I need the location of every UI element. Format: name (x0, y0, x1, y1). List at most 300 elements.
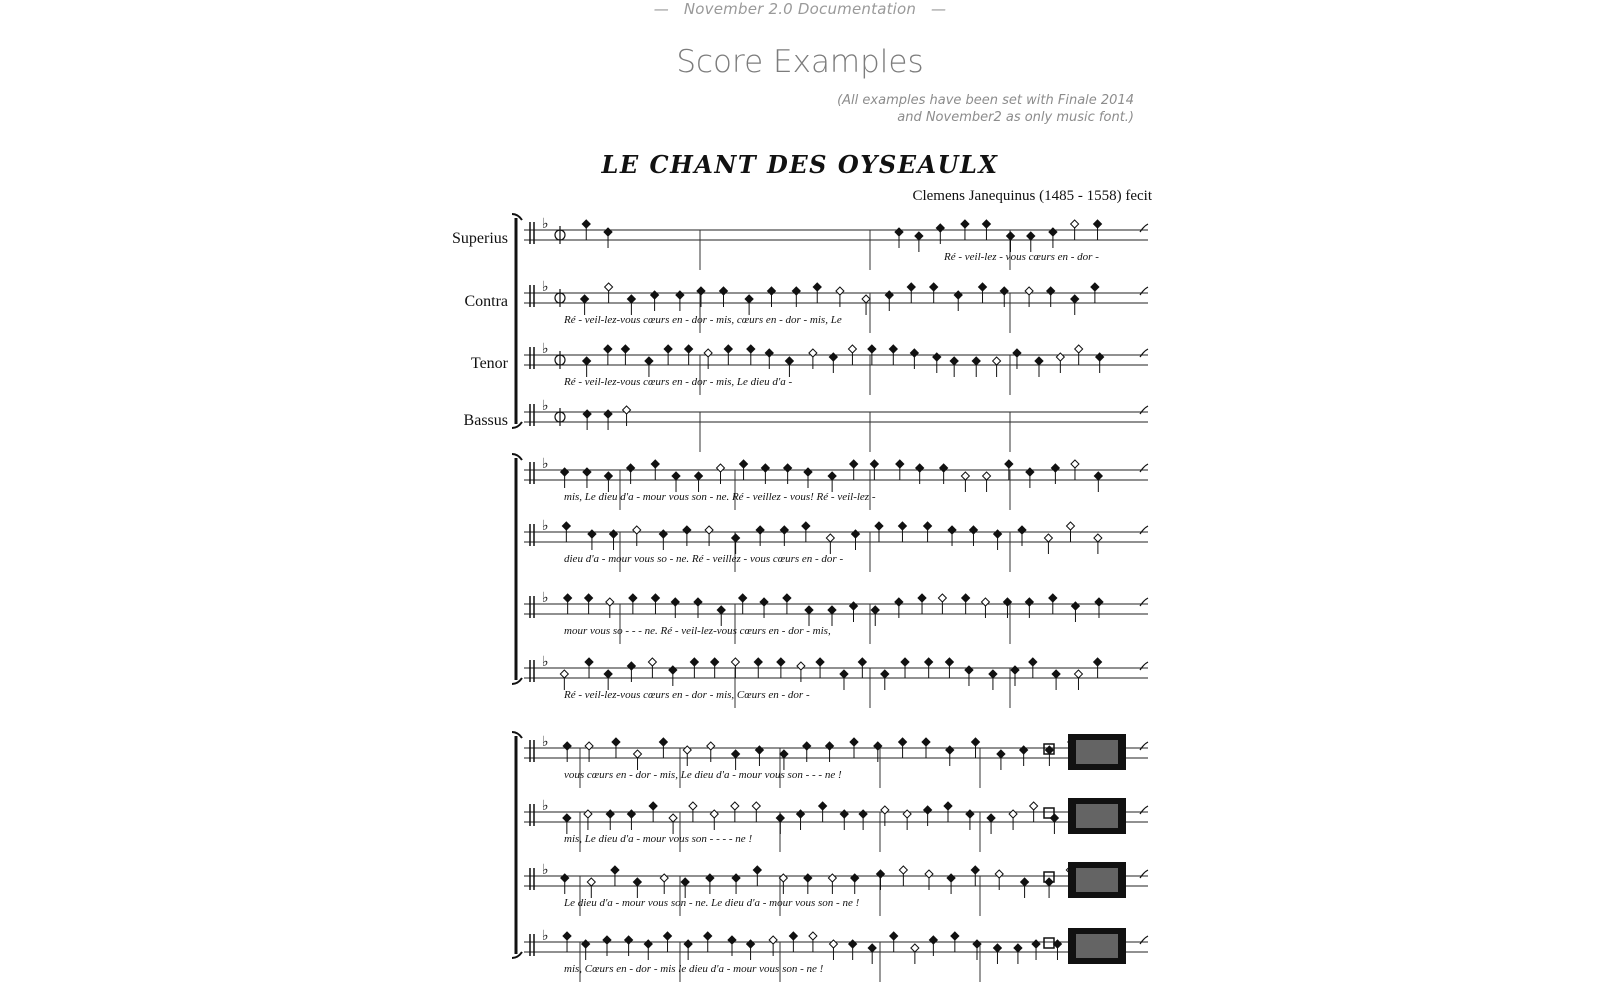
note-head (947, 874, 955, 882)
note-head (690, 658, 698, 666)
voice-label-contra: Contra (464, 293, 508, 310)
note-head (634, 750, 642, 758)
note-head (922, 738, 930, 746)
header-dash-right: — (931, 0, 947, 18)
note-head (583, 410, 591, 418)
note-head (881, 806, 889, 814)
note-head (1071, 460, 1079, 468)
note-head (769, 936, 777, 944)
note-head (819, 802, 827, 810)
lyric-line: Ré - veil-lez-vous cœurs en - dor - mis, Cœurs en - dor - (564, 689, 810, 701)
note-head (862, 295, 870, 303)
note-head (731, 802, 739, 810)
note-head (604, 228, 612, 236)
note-head (627, 295, 635, 303)
note-head (604, 345, 612, 353)
note-head (981, 598, 989, 606)
note-head (707, 742, 715, 750)
note-head (965, 666, 973, 674)
note-head (563, 932, 571, 940)
note-head (881, 670, 889, 678)
note-head (704, 349, 712, 357)
note-head (561, 874, 569, 882)
lyric-line: Le dieu d'a - mour vous son - ne. Le dieu d'a - mour vous son - ne ! (564, 897, 860, 909)
note-head (756, 526, 764, 534)
note-head (752, 802, 760, 810)
note-head (1014, 944, 1022, 952)
note-head (671, 598, 679, 606)
note-head (649, 802, 657, 810)
note-head (944, 802, 952, 810)
note-head (896, 460, 904, 468)
note-head (563, 814, 571, 822)
flat-sign: ♭ (542, 341, 549, 357)
note-head (605, 283, 613, 291)
note-head (1029, 658, 1037, 666)
note-head (850, 602, 858, 610)
note-head (916, 464, 924, 472)
note-head (805, 606, 813, 614)
note-head (681, 878, 689, 886)
note-head (1071, 295, 1079, 303)
note-head (829, 353, 837, 361)
note-head (989, 670, 997, 678)
note-head (868, 345, 876, 353)
note-head (697, 287, 705, 295)
note-head (753, 866, 761, 874)
note-head (950, 357, 958, 365)
note-head (851, 874, 859, 882)
voice-label-bassus: Bassus (463, 412, 508, 429)
note-head (676, 291, 684, 299)
note-head (1025, 598, 1033, 606)
note-head (664, 932, 672, 940)
note-head (797, 810, 805, 818)
note-head (785, 357, 793, 365)
note-head (930, 283, 938, 291)
examples-note-line-2: and November2 as only music font.) (897, 110, 1134, 125)
note-head (765, 349, 773, 357)
note-head (627, 662, 635, 670)
note-head (761, 464, 769, 472)
note-head (979, 283, 987, 291)
custos-mark (1140, 662, 1148, 670)
note-head (889, 345, 897, 353)
note-head (1071, 602, 1079, 610)
note-head (1096, 353, 1104, 361)
note-head (780, 526, 788, 534)
lyric-line: Ré - veil-lez-vous cœurs en - dor - mis, Le dieu d'a - (564, 376, 793, 388)
note-head (924, 522, 932, 530)
note-head (871, 606, 879, 614)
note-head (971, 866, 979, 874)
note-head (925, 658, 933, 666)
note-head (850, 738, 858, 746)
note-head (581, 295, 589, 303)
custos-mark (1140, 526, 1148, 534)
note-head (728, 936, 736, 944)
note-head (716, 464, 724, 472)
note-head (564, 594, 572, 602)
note-head (876, 870, 884, 878)
note-head (890, 932, 898, 940)
lyric-line: dieu d'a - mour vous so - ne. Ré - veillez - vous cœurs en - dor - (564, 553, 844, 565)
note-head (706, 874, 714, 882)
lyric-line: mis, Le dieu d'a - mour vous son - ne. Ré - veillez - vous! Ré - veil-lez - (564, 491, 876, 503)
note-head (588, 530, 596, 538)
ornament-inner (1076, 740, 1118, 764)
note-head (1094, 472, 1102, 480)
note-head (611, 866, 619, 874)
note-head (789, 932, 797, 940)
custos-mark (1140, 464, 1148, 472)
note-head (1047, 287, 1055, 295)
note-head (997, 750, 1005, 758)
note-head (848, 345, 856, 353)
note-head (684, 940, 692, 948)
note-head (767, 287, 775, 295)
note-head (560, 670, 568, 678)
note-head (874, 742, 882, 750)
note-head (972, 738, 980, 746)
lyric-line: mis, Cœurs en - dor - mis le dieu d'a - mour vous son - ne ! (564, 963, 824, 975)
custos-mark (1140, 598, 1148, 606)
note-head (604, 472, 612, 480)
note-head (983, 472, 991, 480)
note-head (1030, 802, 1038, 810)
note-head (899, 866, 907, 874)
note-head (1018, 526, 1026, 534)
custos-mark (1140, 406, 1148, 414)
note-head (1074, 670, 1082, 678)
page-title: Score Examples (676, 44, 924, 80)
flat-sign: ♭ (542, 398, 549, 414)
note-head (719, 287, 727, 295)
note-head (852, 530, 860, 538)
note-head (685, 345, 693, 353)
note-head (951, 932, 959, 940)
note-head (747, 345, 755, 353)
flat-sign: ♭ (542, 654, 549, 670)
note-head (1000, 287, 1008, 295)
note-head (938, 594, 946, 602)
flat-sign: ♭ (542, 216, 549, 232)
note-head (1049, 594, 1057, 602)
note-head (610, 530, 618, 538)
note-head (940, 464, 948, 472)
note-head (731, 658, 739, 666)
note-head (961, 220, 969, 228)
note-head (664, 345, 672, 353)
note-head (910, 349, 918, 357)
note-head (849, 940, 857, 948)
custos-mark (1140, 806, 1148, 814)
note-head (809, 932, 817, 940)
note-head (1051, 464, 1059, 472)
note-head (802, 522, 810, 530)
ornament-inner (1076, 934, 1118, 958)
note-head (695, 472, 703, 480)
note-head (868, 944, 876, 952)
note-head (776, 814, 784, 822)
note-head (627, 810, 635, 818)
note-head (755, 746, 763, 754)
note-head (797, 662, 805, 670)
note-head (625, 936, 633, 944)
note-head (809, 349, 817, 357)
note-head (732, 534, 740, 542)
note-head (858, 658, 866, 666)
note-head (604, 670, 612, 678)
note-head (629, 594, 637, 602)
note-head (683, 746, 691, 754)
note-head (907, 283, 915, 291)
note-head (582, 940, 590, 948)
note-head (603, 936, 611, 944)
note-head (648, 658, 656, 666)
note-head (1027, 232, 1035, 240)
note-head (961, 472, 969, 480)
note-head (783, 594, 791, 602)
note-head (562, 522, 570, 530)
note-head (583, 468, 591, 476)
note-head (1032, 940, 1040, 948)
lyric-line: Ré - veil-lez - vous cœurs en - dor - (944, 251, 1099, 263)
note-head (946, 746, 954, 754)
note-head (585, 742, 593, 750)
note-head (982, 220, 990, 228)
note-head (1056, 353, 1064, 361)
note-head (745, 295, 753, 303)
note-head (740, 460, 748, 468)
note-head (813, 283, 821, 291)
note-head (606, 598, 614, 606)
note-head (829, 940, 837, 948)
note-head (804, 468, 812, 476)
note-head (945, 658, 953, 666)
note-head (840, 810, 848, 818)
note-head (633, 526, 641, 534)
note-head (672, 472, 680, 480)
note-head (563, 742, 571, 750)
note-head (1021, 878, 1029, 886)
note-head (1094, 534, 1102, 542)
note-head (1071, 220, 1079, 228)
note-head (747, 940, 755, 948)
note-head (669, 814, 677, 822)
note-head (995, 870, 1003, 878)
note-head (711, 658, 719, 666)
note-head (584, 810, 592, 818)
examples-note-line-1: (All examples have been set with Finale 2014 (837, 93, 1134, 108)
note-head (587, 878, 595, 886)
note-head (792, 287, 800, 295)
note-head (705, 526, 713, 534)
score-title: LE CHANT DES OYSEAULX (601, 150, 999, 179)
note-head (911, 944, 919, 952)
lyric-line: mour vous so - - - ne. Ré - veil-lez-vous cœurs en - dor - mis, (564, 625, 831, 637)
final-breve (1044, 938, 1054, 948)
note-head (1066, 522, 1074, 530)
lyric-line: mis, Le dieu d'a - mour vous son - - - - ne ! (564, 833, 753, 845)
note-head (780, 750, 788, 758)
flat-sign: ♭ (542, 456, 549, 472)
note-head (633, 878, 641, 886)
note-head (901, 658, 909, 666)
note-head (899, 738, 907, 746)
note-head (710, 810, 718, 818)
lyric-line: Ré - veil-lez-vous cœurs en - dor - mis, cœurs en - dor - mis, Le (564, 314, 842, 326)
note-head (954, 291, 962, 299)
note-head (612, 738, 620, 746)
note-head (724, 345, 732, 353)
note-head (826, 742, 834, 750)
custos-mark (1140, 224, 1148, 232)
note-head (651, 594, 659, 602)
note-head (803, 742, 811, 750)
note-head (918, 594, 926, 602)
note-head (1005, 460, 1013, 468)
note-head (623, 406, 631, 414)
note-head (732, 874, 740, 882)
note-head (903, 810, 911, 818)
note-head (870, 460, 878, 468)
note-head (1025, 287, 1033, 295)
note-head (966, 810, 974, 818)
note-head (583, 357, 591, 365)
note-head (828, 472, 836, 480)
custos-mark (1140, 936, 1148, 944)
flat-sign: ♭ (542, 590, 549, 606)
flat-sign: ♭ (542, 928, 549, 944)
note-head (948, 526, 956, 534)
note-head (804, 874, 812, 882)
note-head (1020, 746, 1028, 754)
note-head (739, 594, 747, 602)
note-head (969, 526, 977, 534)
note-head (1049, 228, 1057, 236)
note-head (1026, 468, 1034, 476)
custos-mark (1140, 287, 1148, 295)
note-head (777, 658, 785, 666)
note-head (850, 460, 858, 468)
note-head (784, 464, 792, 472)
note-head (582, 220, 590, 228)
composer-credit: Clemens Janequinus (1485 - 1558) fecit (912, 188, 1152, 204)
header-dash-left: — (653, 0, 669, 18)
note-head (936, 224, 944, 232)
note-head (924, 806, 932, 814)
voice-label-superius: Superius (452, 230, 508, 247)
ornament-inner (1076, 804, 1118, 828)
note-head (915, 232, 923, 240)
note-head (1095, 598, 1103, 606)
note-head (604, 410, 612, 418)
note-head (1045, 746, 1053, 754)
note-head (621, 345, 629, 353)
note-head (828, 874, 836, 882)
note-head (1007, 232, 1015, 240)
note-head (694, 598, 702, 606)
note-head (1052, 670, 1060, 678)
note-head (1075, 345, 1083, 353)
flat-sign: ♭ (542, 518, 549, 534)
note-head (704, 932, 712, 940)
note-head (659, 530, 667, 538)
note-head (683, 526, 691, 534)
note-head (651, 291, 659, 299)
note-head (1035, 357, 1043, 365)
note-head (1094, 658, 1102, 666)
custos-mark (1140, 742, 1148, 750)
flat-sign: ♭ (542, 798, 549, 814)
note-head (972, 357, 980, 365)
note-head (875, 522, 883, 530)
note-head (898, 522, 906, 530)
note-head (987, 814, 995, 822)
note-head (651, 460, 659, 468)
voice-label-tenor: Tenor (470, 355, 508, 372)
note-head (645, 357, 653, 365)
note-head (760, 598, 768, 606)
note-head (669, 666, 677, 674)
note-head (779, 874, 787, 882)
note-head (585, 594, 593, 602)
note-head (732, 750, 740, 758)
note-head (929, 936, 937, 944)
note-head (994, 530, 1002, 538)
note-head (1094, 220, 1102, 228)
ornament-inner (1076, 868, 1118, 892)
note-head (933, 353, 941, 361)
note-head (585, 658, 593, 666)
lyric-line: vous cœurs en - dor - mis, Le dieu d'a - mour vous son - - - ne ! (564, 769, 842, 781)
note-head (1011, 666, 1019, 674)
note-head (828, 606, 836, 614)
note-head (925, 870, 933, 878)
flat-sign: ♭ (542, 862, 549, 878)
note-head (962, 594, 970, 602)
note-head (836, 287, 844, 295)
note-head (644, 940, 652, 948)
note-head (754, 658, 762, 666)
note-head (606, 810, 614, 818)
note-head (993, 944, 1001, 952)
note-head (717, 606, 725, 614)
flat-sign: ♭ (542, 279, 549, 295)
note-head (660, 874, 668, 882)
note-head (895, 228, 903, 236)
header-doc-label: November 2.0 Documentation (683, 0, 917, 18)
note-head (895, 598, 903, 606)
note-head (816, 658, 824, 666)
note-head (627, 464, 635, 472)
flat-sign: ♭ (542, 734, 549, 750)
note-head (1013, 349, 1021, 357)
note-head (659, 738, 667, 746)
note-head (826, 534, 834, 542)
note-head (561, 468, 569, 476)
custos-mark (1140, 870, 1148, 878)
note-head (689, 802, 697, 810)
note-head (1091, 283, 1099, 291)
custos-mark (1140, 349, 1148, 357)
note-head (1009, 810, 1017, 818)
note-head (885, 291, 893, 299)
note-head (840, 670, 848, 678)
note-head (1044, 534, 1052, 542)
note-head (859, 810, 867, 818)
